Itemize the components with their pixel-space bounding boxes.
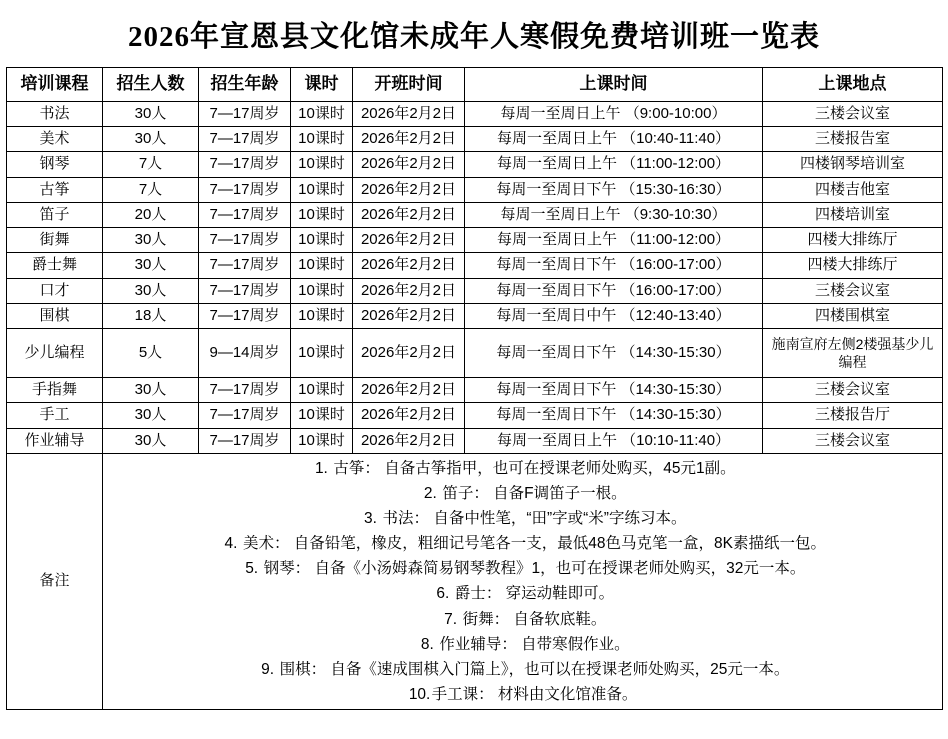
- cell-enrollment: 7人: [103, 152, 199, 177]
- cell-class-time: 每周一至周日上午 （10:10-11:40）: [465, 428, 763, 453]
- note-number: 10.: [408, 685, 431, 703]
- cell-location: 四楼吉他室: [763, 177, 943, 202]
- note-number: 2.: [423, 485, 437, 503]
- notes-content: [103, 453, 943, 709]
- cell-age: 7—17周岁: [199, 303, 291, 328]
- table-row: [7, 228, 943, 253]
- cell-location: 三楼会议室: [763, 378, 943, 403]
- cell-hours: 10课时: [291, 253, 353, 278]
- note-text: 美术： 自备铅笔，橡皮，粗细记号笔各一支，最低48色马克笔一盒，8K素描纸一包。: [242, 535, 826, 553]
- cell-location: 三楼会议室: [763, 428, 943, 453]
- column-header-start-date: 开班时间: [353, 68, 465, 102]
- cell-age: 7—17周岁: [199, 202, 291, 227]
- cell-course: 围棋: [7, 303, 103, 328]
- cell-enrollment: 30人: [103, 428, 199, 453]
- cell-class-time: 每周一至周日下午 （14:30-15:30）: [465, 403, 763, 428]
- cell-course: 手指舞: [7, 378, 103, 403]
- cell-hours: 10课时: [291, 403, 353, 428]
- cell-class-time: 每周一至周日下午 （16:00-17:00）: [465, 278, 763, 303]
- cell-class-time: 每周一至周日上午 （10:40-11:40）: [465, 127, 763, 152]
- cell-start-date: 2026年2月2日: [353, 278, 465, 303]
- note-text: 手工课： 材料由文化馆准备。: [431, 685, 638, 703]
- cell-start-date: 2026年2月2日: [353, 329, 465, 378]
- cell-course: 爵士舞: [7, 253, 103, 278]
- note-number: 6.: [436, 585, 450, 603]
- cell-start-date: 2026年2月2日: [353, 303, 465, 328]
- cell-course: 钢琴: [7, 152, 103, 177]
- cell-age: 7—17周岁: [199, 152, 291, 177]
- cell-start-date: 2026年2月2日: [353, 228, 465, 253]
- column-header-course: 培训课程: [7, 68, 103, 102]
- table-row: [7, 329, 943, 378]
- cell-class-time: 每周一至周日下午 （15:30-16:30）: [465, 177, 763, 202]
- cell-class-time: 每周一至周日上午 （11:00-12:00）: [465, 228, 763, 253]
- note-text: 笛子： 自备F调笛子一根。: [442, 485, 627, 503]
- cell-hours: 10课时: [291, 127, 353, 152]
- cell-course: 作业辅导: [7, 428, 103, 453]
- cell-start-date: 2026年2月2日: [353, 202, 465, 227]
- note-item: [105, 531, 940, 556]
- note-number: 3.: [364, 510, 377, 528]
- table-header-row: [7, 68, 943, 102]
- note-number: 9.: [261, 660, 275, 678]
- cell-location: 四楼围棋室: [763, 303, 943, 328]
- cell-location: 四楼钢琴培训室: [763, 152, 943, 177]
- cell-class-time: 每周一至周日上午 （9:30-10:30）: [465, 202, 763, 227]
- cell-start-date: 2026年2月2日: [353, 101, 465, 126]
- table-row: [7, 202, 943, 227]
- cell-age: 9—14周岁: [199, 329, 291, 378]
- cell-course: 手工: [7, 403, 103, 428]
- cell-enrollment: 30人: [103, 228, 199, 253]
- cell-hours: 10课时: [291, 228, 353, 253]
- cell-age: 7—17周岁: [199, 403, 291, 428]
- note-text: 爵士： 穿运动鞋即可。: [454, 585, 615, 603]
- notes-label: 备注: [7, 453, 103, 709]
- cell-age: 7—17周岁: [199, 428, 291, 453]
- cell-hours: 10课时: [291, 152, 353, 177]
- cell-course: 口才: [7, 278, 103, 303]
- column-header-hours: 课时: [291, 68, 353, 102]
- note-number: 7.: [444, 610, 458, 628]
- table-body: [7, 101, 943, 709]
- note-text: 古筝： 自备古筝指甲，也可在授课老师处购买，45元1副。: [333, 459, 736, 477]
- note-item: [105, 581, 940, 606]
- cell-course: 美术: [7, 127, 103, 152]
- table-row: [7, 278, 943, 303]
- cell-enrollment: 30人: [103, 403, 199, 428]
- cell-hours: 10课时: [291, 202, 353, 227]
- table-row: [7, 428, 943, 453]
- cell-start-date: 2026年2月2日: [353, 152, 465, 177]
- cell-course: 街舞: [7, 228, 103, 253]
- note-text: 钢琴： 自备《小汤姆森简易钢琴教程》1，也可在授课老师处购买，32元一本。: [263, 560, 806, 578]
- table-row: [7, 177, 943, 202]
- cell-start-date: 2026年2月2日: [353, 177, 465, 202]
- cell-enrollment: 30人: [103, 378, 199, 403]
- cell-class-time: 每周一至周日下午 （14:30-15:30）: [465, 378, 763, 403]
- note-text: 书法： 自备中性笔，“田”字或“米”字练习本。: [382, 510, 687, 528]
- cell-enrollment: 30人: [103, 253, 199, 278]
- cell-location: 四楼大排练厅: [763, 253, 943, 278]
- notes-list: [105, 456, 940, 707]
- cell-hours: 10课时: [291, 177, 353, 202]
- note-number: 5.: [245, 560, 259, 578]
- cell-class-time: 每周一至周日上午 （9:00-10:00）: [465, 101, 763, 126]
- page-title: 2026年宣恩县文化馆未成年人寒假免费培训班一览表: [127, 21, 820, 53]
- cell-location: 三楼报告室: [763, 127, 943, 152]
- table-row: [7, 127, 943, 152]
- cell-start-date: 2026年2月2日: [353, 253, 465, 278]
- note-text: 街舞： 自备软底鞋。: [462, 610, 607, 628]
- cell-hours: 10课时: [291, 428, 353, 453]
- cell-enrollment: 30人: [103, 278, 199, 303]
- cell-location: 四楼大排练厅: [763, 228, 943, 253]
- note-item: [105, 607, 940, 632]
- note-item: [105, 657, 940, 682]
- note-text: 作业辅导： 自带寒假作业。: [439, 635, 630, 653]
- cell-age: 7—17周岁: [199, 278, 291, 303]
- cell-class-time: 每周一至周日上午 （11:00-12:00）: [465, 152, 763, 177]
- column-header-age: 招生年龄: [199, 68, 291, 102]
- cell-age: 7—17周岁: [199, 228, 291, 253]
- cell-course: 古筝: [7, 177, 103, 202]
- cell-age: 7—17周岁: [199, 101, 291, 126]
- note-item: [105, 506, 940, 531]
- cell-hours: 10课时: [291, 101, 353, 126]
- table-row: [7, 101, 943, 126]
- table-row: [7, 378, 943, 403]
- cell-enrollment: 30人: [103, 101, 199, 126]
- cell-location: 施南宣府左侧2楼强基少儿编程: [763, 329, 943, 378]
- column-header-location: 上课地点: [763, 68, 943, 102]
- cell-hours: 10课时: [291, 329, 353, 378]
- cell-location: 三楼会议室: [763, 101, 943, 126]
- cell-age: 7—17周岁: [199, 378, 291, 403]
- cell-age: 7—17周岁: [199, 127, 291, 152]
- note-item: [105, 556, 940, 581]
- column-header-class-time: 上课时间: [465, 68, 763, 102]
- note-number: 1.: [314, 459, 328, 477]
- cell-hours: 10课时: [291, 278, 353, 303]
- cell-course: 笛子: [7, 202, 103, 227]
- cell-enrollment: 30人: [103, 127, 199, 152]
- table-row: [7, 152, 943, 177]
- cell-age: 7—17周岁: [199, 177, 291, 202]
- table-row: [7, 303, 943, 328]
- training-schedule-table: [6, 67, 943, 710]
- cell-class-time: 每周一至周日下午 （16:00-17:00）: [465, 253, 763, 278]
- note-item: [105, 682, 940, 707]
- note-item: [105, 456, 940, 481]
- notes-row: [7, 453, 943, 709]
- column-header-enrollment: 招生人数: [103, 68, 199, 102]
- cell-location: 三楼会议室: [763, 278, 943, 303]
- note-number: 8.: [420, 635, 434, 653]
- cell-start-date: 2026年2月2日: [353, 403, 465, 428]
- cell-start-date: 2026年2月2日: [353, 428, 465, 453]
- note-item: [105, 632, 940, 657]
- cell-start-date: 2026年2月2日: [353, 378, 465, 403]
- cell-enrollment: 7人: [103, 177, 199, 202]
- cell-course: 少儿编程: [7, 329, 103, 378]
- cell-class-time: 每周一至周日中午 （12:40-13:40）: [465, 303, 763, 328]
- cell-enrollment: 20人: [103, 202, 199, 227]
- cell-hours: 10课时: [291, 303, 353, 328]
- table-row: [7, 253, 943, 278]
- cell-location: 三楼报告厅: [763, 403, 943, 428]
- note-item: [105, 481, 940, 506]
- cell-enrollment: 18人: [103, 303, 199, 328]
- cell-course: 书法: [7, 101, 103, 126]
- table-row: [7, 403, 943, 428]
- note-number: 4.: [224, 535, 238, 553]
- cell-start-date: 2026年2月2日: [353, 127, 465, 152]
- cell-location: 四楼培训室: [763, 202, 943, 227]
- cell-age: 7—17周岁: [199, 253, 291, 278]
- cell-hours: 10课时: [291, 378, 353, 403]
- cell-class-time: 每周一至周日下午 （14:30-15:30）: [465, 329, 763, 378]
- note-text: 围棋： 自备《速成围棋入门篇上》，也可以在授课老师处购买，25元一本。: [279, 660, 790, 678]
- cell-enrollment: 5人: [103, 329, 199, 378]
